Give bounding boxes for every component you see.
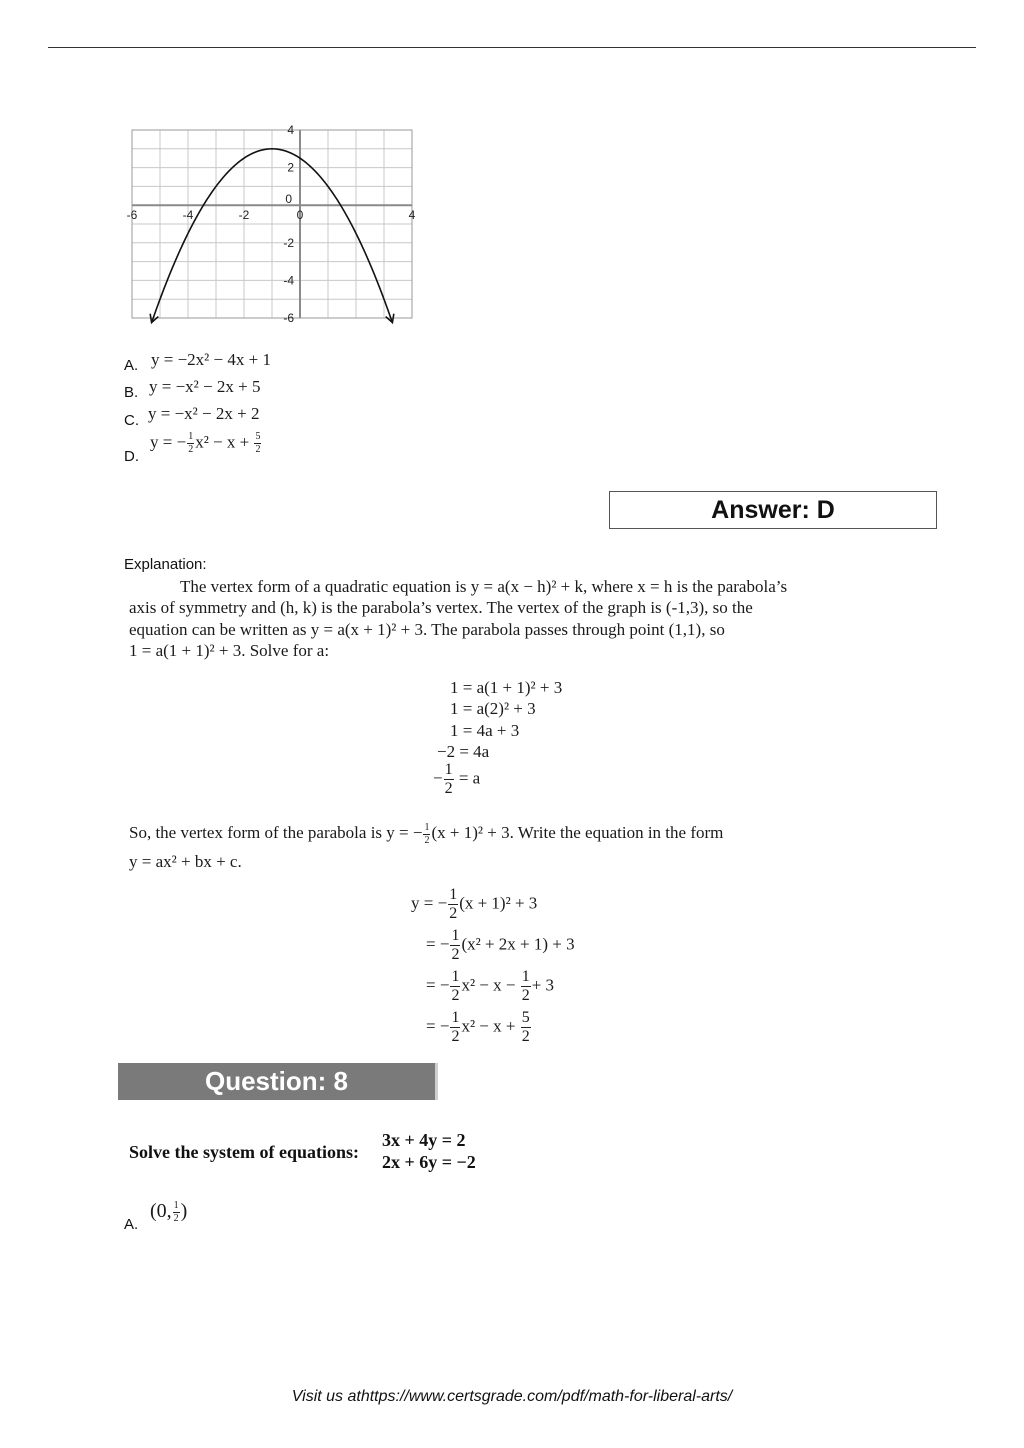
option-d-equation: y = − $\frac{1}{2}$ x² − x + $\frac{5}{2}$ [150, 431, 261, 455]
y-tick-label: -4 [283, 273, 294, 288]
solve-step-5: − $\frac{1}{2}$ = a [433, 761, 481, 797]
x-tick-label: -2 [238, 208, 250, 223]
option-d-label: D. [124, 448, 139, 465]
solve-step-2: 1 = a(2)² + 3 [450, 699, 536, 718]
expand-step-4: = − $\frac{1}{2}$ x² − x + $\frac{5}{2}$ [426, 1009, 530, 1045]
option-b-equation: y = −x² − 2x + 5 [149, 377, 261, 396]
y-tick-label: -2 [283, 235, 294, 250]
y-tick-label: -6 [283, 311, 294, 325]
vertex-sentence-1: So, the vertex form of the parabola is y = − $\frac{1}{2}$ (x + 1)² + 3. Write the equation in the form [129, 821, 724, 846]
explanation-line-4: 1 = a(1 + 1)² + 3. Solve for a: [129, 641, 330, 660]
top-rule [48, 47, 976, 48]
question-8-prompt: Solve the system of equations: [129, 1142, 359, 1162]
y-tick-label: 2 [287, 160, 294, 175]
option-c-equation: y = −x² − 2x + 2 [148, 404, 260, 423]
expand-step-3: = − $\frac{1}{2}$ x² − x − $\frac{1}{2}$ + 3 [426, 968, 555, 1004]
y-tick-label: 0 [285, 192, 292, 207]
explanation-label: Explanation: [124, 556, 207, 573]
option-b-label: B. [124, 384, 139, 401]
y-tick-label: 4 [287, 123, 294, 137]
parabola-graph [122, 122, 422, 328]
x-tick-label: 0 [296, 208, 304, 223]
option-a-label: A. [124, 357, 139, 374]
x-tick-label: -4 [182, 208, 194, 223]
solve-step-4: −2 = 4a [437, 742, 490, 761]
explanation-line-2: axis of symmetry and (h, k) is the parabola’s vertex. The vertex of the graph is (-1,3), so the [129, 598, 753, 617]
explanation-line-1: The vertex form of a quadratic equation is y = a(x − h)² + k, where x = h is the parabola’s [180, 577, 788, 596]
q8-option-a-value: (0, $\frac{1}{2}$ ) [150, 1199, 188, 1224]
x-tick-label: 4 [408, 208, 416, 223]
solve-step-1: 1 = a(1 + 1)² + 3 [450, 678, 563, 697]
option-c-label: C. [124, 412, 139, 429]
solve-step-3: 1 = 4a + 3 [450, 721, 520, 740]
expand-step-1: y = − $\frac{1}{2}$ (x + 1)² + 3 [411, 886, 538, 922]
footer-url: Visit us athttps://www.certsgrade.com/pdf/math-for-liberal-arts/ [291, 1388, 733, 1405]
system-equation-1: 3x + 4y = 2 [382, 1130, 466, 1150]
q8-option-a-label: A. [124, 1216, 139, 1233]
explanation-line-3: equation can be written as y = a(x + 1)² + 3. The parabola passes through point (1,1), so [129, 620, 725, 639]
question-8-banner: Question: 8 [118, 1063, 438, 1100]
x-tick-label: -6 [126, 208, 138, 223]
answer-box: Answer: D [609, 491, 937, 529]
option-a-equation: y = −2x² − 4x + 1 [151, 350, 271, 369]
vertex-sentence-2: y = ax² + bx + c. [129, 852, 242, 871]
expand-step-2: = − $\frac{1}{2}$ (x² + 2x + 1) + 3 [426, 927, 575, 963]
system-equation-2: 2x + 6y = −2 [382, 1152, 476, 1172]
